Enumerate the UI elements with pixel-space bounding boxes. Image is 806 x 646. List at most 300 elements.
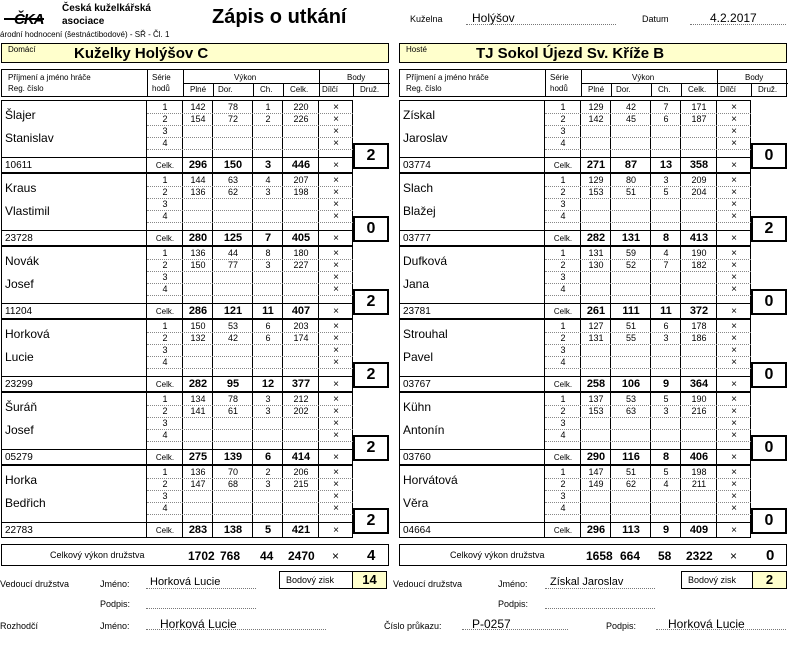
away-player-surname: Horvátová — [403, 473, 458, 487]
away-celk-value: 198 — [691, 467, 707, 477]
home-tot-plne: 275 — [188, 451, 208, 463]
home-tot-ch: 3 — [264, 159, 272, 171]
home-ch-value — [253, 272, 283, 283]
home-plne-value: 144 — [190, 175, 206, 185]
away-dilci-mark-total: × — [731, 525, 737, 536]
home-series-num: 2 — [162, 479, 168, 489]
home-celk-label: Celk. — [155, 453, 175, 462]
home-player-reg: 23728 — [5, 233, 33, 244]
home-series-num: 2 — [162, 114, 168, 124]
away-tot-celk: 409 — [689, 524, 709, 536]
home-col-series: Série — [152, 73, 171, 82]
home-dor-value — [213, 199, 253, 210]
away-tot-celk: 372 — [689, 305, 709, 317]
home-celk-value: 206 — [293, 467, 309, 477]
away-dilci-mark: × — [731, 102, 737, 113]
home-dor-value — [213, 138, 253, 149]
away-dilci-mark: × — [731, 114, 737, 125]
home-series-num: 2 — [162, 260, 168, 270]
home-plne-value: 136 — [190, 248, 206, 258]
away-series-num: 1 — [560, 248, 566, 258]
away-dor-value — [611, 211, 651, 222]
home-tot-celk: 407 — [291, 305, 311, 317]
away-plne-value — [581, 284, 611, 295]
home-dor-value — [213, 430, 253, 441]
away-tot-plne: 290 — [586, 451, 606, 463]
away-dilci-mark: × — [731, 260, 737, 271]
home-plne-value: 150 — [190, 260, 206, 270]
away-total-label: Celkový výkon družstva — [450, 550, 545, 560]
away-ch-value — [651, 272, 681, 283]
home-tot-plne: 286 — [188, 305, 208, 317]
away-druz-points: 0 — [751, 289, 787, 315]
away-celk-value — [681, 199, 717, 210]
home-series-num: 3 — [162, 345, 168, 355]
away-col-druz: Druž. — [758, 85, 778, 94]
away-celk-label: Celk. — [553, 307, 573, 316]
away-tot-celk: 358 — [689, 159, 709, 171]
away-plne-value — [581, 491, 611, 502]
away-series-num: 4 — [560, 211, 566, 221]
home-ch-value: 4 — [265, 175, 271, 185]
home-plne-value: 154 — [190, 114, 206, 124]
away-plne-value: 129 — [588, 175, 604, 185]
away-gain-box — [681, 571, 787, 589]
home-celk-label: Celk. — [155, 307, 175, 316]
home-dilci-mark: × — [333, 321, 339, 332]
home-dor-value: 68 — [227, 479, 238, 489]
away-col-vykon: Výkon — [632, 73, 655, 82]
away-player-block — [399, 465, 787, 538]
away-plne-value: 137 — [588, 394, 604, 404]
away-tot-dor: 111 — [622, 305, 640, 317]
home-dor-value — [213, 418, 253, 429]
away-dilci-mark: × — [731, 394, 737, 405]
away-plne-value: 142 — [588, 114, 604, 124]
away-ch-value — [651, 211, 681, 222]
away-tot-plne: 271 — [586, 159, 606, 171]
home-player-firstname: Josef — [5, 423, 34, 437]
away-plne-value: 130 — [588, 260, 604, 270]
home-col-dilci: Dílčí — [322, 85, 338, 94]
away-celk-label: Celk. — [553, 234, 573, 243]
away-ch-value — [651, 357, 681, 368]
away-series-num: 1 — [560, 394, 566, 404]
home-tot-celk: 377 — [291, 378, 311, 390]
subtitle: árodní hodnocení (šestnáctibodové) - SŘ - Čl. 1 — [0, 30, 170, 39]
home-ch-value — [253, 430, 283, 441]
home-tot-ch: 11 — [262, 305, 274, 317]
home-plne-value — [183, 126, 213, 137]
date-value: 4.2.2017 — [710, 11, 757, 25]
away-total-ch: 58 — [658, 549, 672, 563]
away-player-reg: 03767 — [403, 379, 431, 390]
home-series-num: 4 — [162, 138, 168, 148]
home-tot-dor: 121 — [223, 305, 243, 317]
away-dilci-mark-total: × — [731, 233, 737, 244]
footer-sign-label: Podpis: — [606, 621, 637, 631]
home-ch-value: 6 — [265, 321, 271, 331]
away-tot-ch: 9 — [662, 378, 670, 390]
home-ch-value: 3 — [265, 260, 271, 270]
home-total-plne: 1702 — [188, 549, 215, 563]
away-tot-dor: 87 — [624, 159, 638, 171]
home-dilci-mark-total: × — [333, 233, 339, 244]
away-plne-value — [581, 126, 611, 137]
cka-logo — [4, 3, 48, 31]
away-player-surname: Dufková — [403, 254, 448, 268]
home-ch-value — [253, 345, 283, 356]
away-col-dor: Dor. — [616, 85, 631, 94]
home-dor-value: 53 — [227, 321, 238, 331]
away-tot-ch: 8 — [662, 232, 670, 244]
home-ch-value — [253, 199, 283, 210]
away-player-reg: 03760 — [403, 452, 431, 463]
away-player-surname: Slach — [403, 181, 434, 195]
home-dor-value — [213, 491, 253, 502]
away-dilci-mark: × — [731, 272, 737, 283]
home-dilci-mark: × — [333, 211, 339, 222]
home-player-block — [1, 319, 389, 392]
home-col-body: Body — [347, 73, 366, 82]
referee-name: Horková Lucie — [160, 617, 237, 631]
away-player-block — [399, 100, 787, 173]
away-celk-label: Celk. — [553, 453, 573, 462]
home-series-num: 2 — [162, 187, 168, 197]
away-dor-value: 55 — [625, 333, 636, 343]
home-celk-value — [283, 199, 319, 210]
home-ch-value: 6 — [265, 333, 271, 343]
away-tot-dor: 106 — [621, 378, 641, 390]
away-celk-value — [681, 272, 717, 283]
home-series-num: 3 — [162, 199, 168, 209]
home-series-num: 4 — [162, 357, 168, 367]
away-celk-value: 209 — [691, 175, 707, 185]
home-celk-value: 207 — [293, 175, 309, 185]
away-ch-value — [651, 138, 681, 149]
home-dilci-mark: × — [333, 102, 339, 113]
home-player-block — [1, 173, 389, 246]
home-celk-value — [283, 138, 319, 149]
away-series-num: 1 — [560, 102, 566, 112]
away-series-num: 2 — [560, 114, 566, 124]
away-celk-value — [681, 430, 717, 441]
home-dilci-mark-total: × — [333, 160, 339, 171]
away-col-name: Příjmení a jméno hráče — [406, 73, 489, 82]
home-celk-value: 202 — [293, 406, 309, 416]
home-col-dor: Dor. — [218, 85, 233, 94]
away-player-block — [399, 392, 787, 465]
away-col-series2: hodů — [550, 84, 568, 93]
home-druz-points: 2 — [353, 143, 389, 169]
away-series-num: 2 — [560, 406, 566, 416]
away-dilci-mark-total: × — [731, 306, 737, 317]
away-dilci-mark: × — [731, 406, 737, 417]
home-dor-value — [213, 503, 253, 514]
home-druz-points: 0 — [353, 216, 389, 242]
away-tot-celk: 413 — [689, 232, 709, 244]
org-name — [62, 2, 151, 28]
away-ch-value: 4 — [663, 248, 669, 258]
home-dor-value: 72 — [227, 114, 238, 124]
home-dor-value: 61 — [227, 406, 238, 416]
away-dilci-mark: × — [731, 321, 737, 332]
home-dor-value — [213, 345, 253, 356]
date-label: Datum — [642, 14, 669, 24]
away-plne-value: 131 — [588, 248, 604, 258]
card-value: P-0257 — [472, 617, 511, 631]
away-dilci-mark: × — [731, 248, 737, 259]
away-series-num: 3 — [560, 418, 566, 428]
home-player-block — [1, 246, 389, 319]
home-dilci-mark: × — [333, 345, 339, 356]
away-dilci-mark: × — [731, 138, 737, 149]
home-tot-plne: 282 — [188, 378, 208, 390]
home-plne-value: 134 — [190, 394, 206, 404]
away-series-num: 4 — [560, 357, 566, 367]
home-celk-value — [283, 272, 319, 283]
home-player-firstname: Josef — [5, 277, 34, 291]
home-col-series2: hodů — [152, 84, 170, 93]
home-tot-celk: 446 — [291, 159, 311, 171]
away-tot-plne: 261 — [586, 305, 606, 317]
home-total-label: Celkový výkon družstva — [50, 550, 145, 560]
home-celk-value: 226 — [293, 114, 309, 124]
away-tot-dor: 113 — [622, 524, 640, 536]
home-dilci-mark: × — [333, 430, 339, 441]
home-celk-value: 212 — [293, 394, 309, 404]
home-celk-value: 203 — [293, 321, 309, 331]
home-dor-value: 44 — [227, 248, 238, 258]
away-player-firstname: Jana — [403, 277, 430, 291]
away-druz-points: 0 — [751, 143, 787, 169]
home-col-vykon: Výkon — [234, 73, 257, 82]
referee-label: Rozhodčí — [0, 621, 39, 631]
home-player-block — [1, 465, 389, 538]
home-celk-value — [283, 491, 319, 502]
home-player-firstname: Bedřich — [5, 496, 46, 510]
home-team-name: Kuželky Holýšov C — [74, 45, 209, 62]
home-dor-value — [213, 357, 253, 368]
away-name-label: Jméno: — [498, 579, 528, 589]
away-tot-dor: 116 — [622, 451, 640, 463]
away-celk-label: Celk. — [553, 526, 573, 535]
home-plne-value — [183, 138, 213, 149]
home-plne-value — [183, 503, 213, 514]
home-dilci-mark: × — [333, 467, 339, 478]
away-plne-value: 153 — [588, 406, 604, 416]
home-celk-value: 198 — [293, 187, 309, 197]
home-dor-value: 70 — [227, 467, 238, 477]
away-dor-value — [611, 503, 651, 514]
away-col-celk: Celk. — [688, 85, 707, 94]
home-leader-name: Horková Lucie — [150, 576, 221, 588]
home-dilci-mark: × — [333, 491, 339, 502]
away-dor-value: 51 — [625, 321, 636, 331]
away-plne-value — [581, 430, 611, 441]
away-series-num: 1 — [560, 467, 566, 477]
home-ch-value: 3 — [265, 394, 271, 404]
away-team-name: TJ Sokol Újezd Sv. Kříže B — [476, 45, 665, 62]
away-celk-value: 216 — [691, 406, 707, 416]
away-series-num: 2 — [560, 260, 566, 270]
away-total-row — [399, 544, 787, 566]
away-tot-plne: 296 — [586, 524, 606, 536]
home-dilci-mark: × — [333, 260, 339, 271]
home-columns-header — [1, 69, 389, 97]
away-player-surname: Kühn — [403, 400, 432, 414]
away-series-num: 2 — [560, 187, 566, 197]
away-leader-name: Získal Jaroslav — [550, 576, 624, 588]
home-dor-value: 63 — [227, 175, 238, 185]
away-dor-value — [611, 418, 651, 429]
home-player-block — [1, 100, 389, 173]
away-dilci-mark: × — [731, 187, 737, 198]
away-dilci-mark: × — [731, 479, 737, 490]
home-ch-value — [253, 491, 283, 502]
away-total-x: × — [730, 549, 738, 563]
away-celk-value: 211 — [691, 479, 707, 489]
home-celk-value — [283, 211, 319, 222]
home-celk-label: Celk. — [155, 161, 175, 170]
home-plne-value: 132 — [190, 333, 206, 343]
home-series-num: 3 — [162, 418, 168, 428]
away-dilci-mark: × — [731, 211, 737, 222]
home-druz-points: 2 — [353, 508, 389, 534]
away-tot-ch: 13 — [659, 159, 673, 171]
home-player-surname: Horková — [5, 327, 50, 341]
away-celk-value: 204 — [691, 187, 707, 197]
away-series-num: 3 — [560, 272, 566, 282]
home-dor-value — [213, 272, 253, 283]
away-ch-value — [651, 199, 681, 210]
away-gain-value: 2 — [752, 572, 786, 588]
away-player-firstname: Pavel — [403, 350, 434, 364]
away-ch-value: 4 — [663, 479, 669, 489]
away-player-reg: 04664 — [403, 525, 431, 536]
home-celk-label: Celk. — [155, 380, 175, 389]
home-col-celk: Celk. — [290, 85, 309, 94]
away-plne-value — [581, 503, 611, 514]
home-celk-label: Celk. — [155, 526, 175, 535]
away-col-plne: Plné — [588, 85, 605, 94]
away-series-num: 4 — [560, 503, 566, 513]
away-druz-points: 0 — [751, 508, 787, 534]
home-col-plne: Plné — [190, 85, 207, 94]
home-dilci-mark-total: × — [333, 306, 339, 317]
home-player-surname: Novák — [5, 254, 40, 268]
away-celk-value: 171 — [691, 102, 707, 112]
home-dor-value — [213, 211, 253, 222]
home-series-num: 1 — [162, 394, 168, 404]
home-series-num: 1 — [162, 248, 168, 258]
away-player-firstname: Věra — [403, 496, 429, 510]
away-dor-value: 52 — [625, 260, 636, 270]
home-series-num: 1 — [162, 321, 168, 331]
home-ch-value: 2 — [265, 114, 271, 124]
home-dilci-mark: × — [333, 418, 339, 429]
home-plne-value: 136 — [190, 467, 206, 477]
away-dilci-mark: × — [731, 357, 737, 368]
home-plne-value: 136 — [190, 187, 206, 197]
home-dilci-mark: × — [333, 175, 339, 186]
away-celk-value: 190 — [691, 394, 707, 404]
away-plne-value — [581, 418, 611, 429]
away-dor-value: 51 — [625, 467, 636, 477]
away-ch-value — [651, 491, 681, 502]
home-plne-value — [183, 272, 213, 283]
home-sign-label: Podpis: — [100, 599, 131, 609]
home-dilci-mark: × — [333, 272, 339, 283]
home-dilci-mark-total: × — [333, 525, 339, 536]
away-player-firstname: Jaroslav — [403, 131, 448, 145]
home-series-num: 3 — [162, 272, 168, 282]
away-dor-value — [611, 345, 651, 356]
home-plne-value — [183, 284, 213, 295]
away-celk-value — [681, 357, 717, 368]
away-series-num: 3 — [560, 126, 566, 136]
home-tot-celk: 421 — [291, 524, 311, 536]
home-dor-value: 78 — [227, 102, 238, 112]
away-series-num: 4 — [560, 138, 566, 148]
home-tot-ch: 5 — [264, 524, 272, 536]
home-dor-value: 77 — [227, 260, 238, 270]
away-col-reg: Reg. číslo — [406, 84, 442, 93]
home-series-num: 2 — [162, 406, 168, 416]
home-player-surname: Šlajer — [5, 108, 36, 122]
home-gain-label: Bodový zisk — [286, 575, 335, 585]
away-dor-value — [611, 491, 651, 502]
home-tot-dor: 150 — [223, 159, 243, 171]
away-druz-points: 2 — [751, 216, 787, 242]
home-total-dor: 768 — [220, 549, 241, 563]
away-dor-value — [611, 284, 651, 295]
footer-sign-value: Horková Lucie — [668, 617, 745, 631]
home-gain-value: 14 — [352, 572, 386, 588]
away-series-num: 3 — [560, 345, 566, 355]
away-ch-value: 3 — [663, 175, 669, 185]
home-dilci-mark: × — [333, 357, 339, 368]
home-tot-dor: 95 — [226, 378, 240, 390]
home-col-reg: Reg. číslo — [8, 84, 44, 93]
away-ch-value — [651, 503, 681, 514]
page-title: Zápis o utkání — [212, 6, 347, 28]
away-player-surname: Strouhal — [403, 327, 448, 341]
away-dilci-mark: × — [731, 430, 737, 441]
home-series-num: 4 — [162, 503, 168, 513]
referee-name-label: Jméno: — [100, 621, 130, 631]
away-dilci-mark: × — [731, 491, 737, 502]
home-ch-value: 3 — [265, 406, 271, 416]
away-celk-value — [681, 418, 717, 429]
away-series-num: 2 — [560, 479, 566, 489]
away-tot-plne: 282 — [586, 232, 606, 244]
home-series-num: 3 — [162, 126, 168, 136]
home-dilci-mark: × — [333, 187, 339, 198]
home-celk-value: 174 — [293, 333, 309, 343]
home-celk-value — [283, 503, 319, 514]
home-gain-box — [279, 571, 387, 589]
home-celk-value: 220 — [293, 102, 309, 112]
away-ch-value — [651, 430, 681, 441]
away-total-celk: 2322 — [686, 549, 713, 563]
away-columns-header — [399, 69, 787, 97]
home-ch-value — [253, 126, 283, 137]
home-dilci-mark-total: × — [333, 452, 339, 463]
home-plne-value: 141 — [190, 406, 206, 416]
home-dor-value: 62 — [227, 187, 238, 197]
home-player-reg: 11204 — [5, 306, 33, 317]
